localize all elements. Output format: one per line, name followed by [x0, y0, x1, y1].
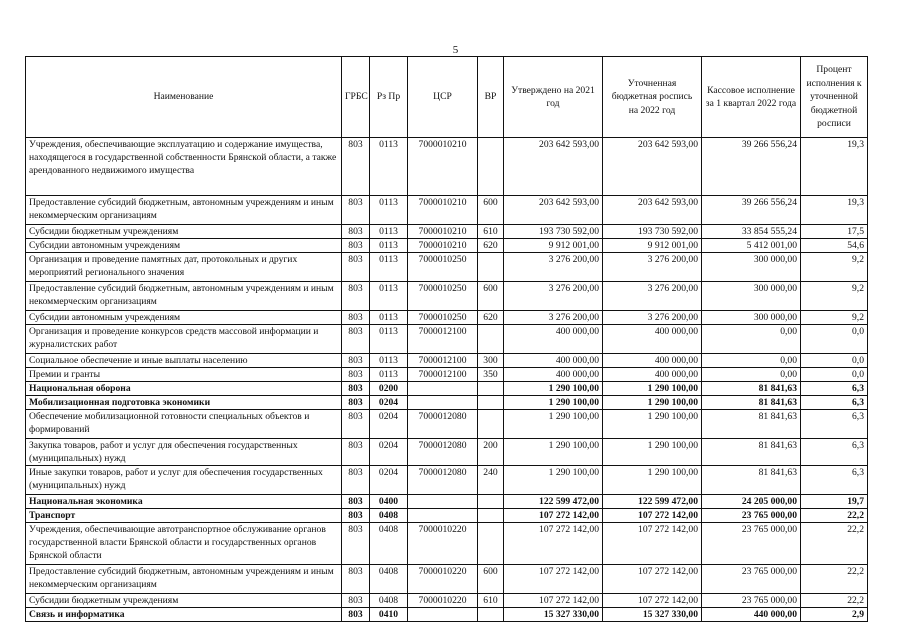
row-refined-cell: 400 000,00	[603, 354, 702, 368]
row-name-cell: Премии и гранты	[26, 368, 342, 382]
row-percent-cell: 6,3	[801, 410, 868, 439]
row-csr-cell: 7000010210	[408, 138, 478, 196]
row-percent-cell: 22,2	[801, 565, 868, 594]
row-cash-cell: 300 000,00	[702, 253, 801, 282]
row-grbs-cell: 803	[342, 594, 370, 608]
row-refined-cell: 203 642 593,00	[603, 196, 702, 225]
row-name-cell: Субсидии бюджетным учреждениям	[26, 225, 342, 239]
row-grbs-cell: 803	[342, 368, 370, 382]
row-cash-cell: 81 841,63	[702, 396, 801, 410]
header-percent: Процент исполнения к уточненной бюджетной росписи	[801, 57, 868, 138]
table-row	[26, 239, 868, 253]
row-vr-cell: 600	[478, 196, 504, 225]
row-refined-cell: 1 290 100,00	[603, 466, 702, 495]
row-grbs-cell: 803	[342, 311, 370, 325]
row-grbs-cell: 803	[342, 325, 370, 354]
row-csr-cell: 7000010220	[408, 594, 478, 608]
row-refined-cell: 400 000,00	[603, 368, 702, 382]
table-row	[26, 523, 868, 565]
table-row	[26, 439, 868, 466]
row-name-cell: Организация и проведение памятных дат, протокольных и других мероприятий регионального значения	[26, 253, 342, 282]
row-rzpr-cell: 0204	[370, 396, 408, 410]
row-approved-cell: 15 327 330,00	[504, 608, 603, 622]
row-name-cell: Обеспечение мобилизационной готовности специальных объектов и формирований	[26, 410, 342, 439]
row-cash-cell: 81 841,63	[702, 439, 801, 466]
row-refined-cell: 122 599 472,00	[603, 495, 702, 509]
header-name: Наименование	[26, 57, 342, 138]
row-percent-cell: 22,2	[801, 523, 868, 565]
row-name-cell: Национальная экономика	[26, 495, 342, 509]
row-cash-cell: 39 266 556,24	[702, 138, 801, 196]
row-csr-cell: 7000010250	[408, 282, 478, 311]
row-cash-cell: 0,00	[702, 368, 801, 382]
page-number: 5	[452, 44, 459, 56]
row-csr-cell: 7000012080	[408, 439, 478, 466]
row-approved-cell: 400 000,00	[504, 325, 603, 354]
row-rzpr-cell: 0113	[370, 239, 408, 253]
row-refined-cell: 1 290 100,00	[603, 382, 702, 396]
row-name-cell: Учреждения, обеспечивающие эксплуатацию и содержание имущества, находящегося в государственной собственности Брянской области, а также арендованного недвижимого имущества	[26, 138, 342, 196]
row-rzpr-cell: 0113	[370, 253, 408, 282]
row-csr-cell	[408, 495, 478, 509]
row-percent-cell: 22,2	[801, 509, 868, 523]
row-name-cell: Закупка товаров, работ и услуг для обеспечения государственных (муниципальных) нужд	[26, 439, 342, 466]
row-refined-cell: 1 290 100,00	[603, 439, 702, 466]
row-approved-cell: 1 290 100,00	[504, 410, 603, 439]
row-cash-cell: 0,00	[702, 325, 801, 354]
row-name-cell: Предоставление субсидий бюджетным, автономным учреждениям и иным некоммерческим организациям	[26, 196, 342, 225]
row-vr-cell: 200	[478, 439, 504, 466]
row-csr-cell	[408, 396, 478, 410]
table-row-section	[26, 495, 868, 509]
row-approved-cell: 3 276 200,00	[504, 282, 603, 311]
table-row	[26, 368, 868, 382]
row-grbs-cell: 803	[342, 495, 370, 509]
header-grbs: ГРБС	[342, 57, 370, 138]
table-row	[26, 466, 868, 495]
row-csr-cell: 7000010220	[408, 523, 478, 565]
row-cash-cell: 39 266 556,24	[702, 196, 801, 225]
row-percent-cell: 0,0	[801, 354, 868, 368]
row-approved-cell: 1 290 100,00	[504, 466, 603, 495]
row-grbs-cell: 803	[342, 282, 370, 311]
row-approved-cell: 9 912 001,00	[504, 239, 603, 253]
row-rzpr-cell: 0113	[370, 325, 408, 354]
row-vr-cell	[478, 495, 504, 509]
row-grbs-cell: 803	[342, 565, 370, 594]
row-cash-cell: 300 000,00	[702, 311, 801, 325]
row-name-cell: Иные закупки товаров, работ и услуг для обеспечения государственных (муниципальных) нужд	[26, 466, 342, 495]
table-row-section	[26, 509, 868, 523]
row-name-cell: Предоставление субсидий бюджетным, автономным учреждениям и иным некоммерческим организациям	[26, 282, 342, 311]
row-approved-cell: 400 000,00	[504, 368, 603, 382]
row-name-cell: Транспорт	[26, 509, 342, 523]
row-approved-cell: 107 272 142,00	[504, 509, 603, 523]
row-approved-cell: 1 290 100,00	[504, 439, 603, 466]
row-csr-cell: 7000012100	[408, 325, 478, 354]
table-row	[26, 253, 868, 282]
row-refined-cell: 1 290 100,00	[603, 396, 702, 410]
row-cash-cell: 81 841,63	[702, 382, 801, 396]
row-rzpr-cell: 0410	[370, 608, 408, 622]
table-row-section	[26, 382, 868, 396]
row-approved-cell: 203 642 593,00	[504, 196, 603, 225]
row-cash-cell: 23 765 000,00	[702, 523, 801, 565]
row-percent-cell: 6,3	[801, 466, 868, 495]
header-rzpr: Рз Пр	[370, 57, 408, 138]
row-name-cell: Связь и информатика	[26, 608, 342, 622]
row-cash-cell: 5 412 001,00	[702, 239, 801, 253]
row-vr-cell: 620	[478, 311, 504, 325]
row-approved-cell: 3 276 200,00	[504, 311, 603, 325]
row-cash-cell: 300 000,00	[702, 282, 801, 311]
row-approved-cell: 122 599 472,00	[504, 495, 603, 509]
row-cash-cell: 33 854 555,24	[702, 225, 801, 239]
table-row	[26, 196, 868, 225]
row-rzpr-cell: 0408	[370, 565, 408, 594]
table-row	[26, 138, 868, 196]
row-csr-cell: 7000012100	[408, 354, 478, 368]
row-vr-cell	[478, 396, 504, 410]
row-approved-cell: 107 272 142,00	[504, 565, 603, 594]
row-rzpr-cell: 0113	[370, 138, 408, 196]
row-csr-cell: 7000012080	[408, 466, 478, 495]
row-rzpr-cell: 0204	[370, 410, 408, 439]
row-percent-cell: 17,5	[801, 225, 868, 239]
row-percent-cell: 19,3	[801, 138, 868, 196]
row-rzpr-cell: 0204	[370, 439, 408, 466]
table-row	[26, 311, 868, 325]
row-vr-cell	[478, 253, 504, 282]
row-csr-cell: 7000012080	[408, 410, 478, 439]
row-vr-cell: 620	[478, 239, 504, 253]
row-rzpr-cell: 0113	[370, 225, 408, 239]
row-name-cell: Социальное обеспечение и иные выплаты населению	[26, 354, 342, 368]
row-cash-cell: 23 765 000,00	[702, 594, 801, 608]
row-refined-cell: 107 272 142,00	[603, 509, 702, 523]
row-csr-cell: 7000010210	[408, 196, 478, 225]
row-csr-cell	[408, 509, 478, 523]
table-row	[26, 325, 868, 354]
row-percent-cell: 54,6	[801, 239, 868, 253]
row-name-cell: Субсидии автономным учреждениям	[26, 239, 342, 253]
row-grbs-cell: 803	[342, 253, 370, 282]
row-approved-cell: 400 000,00	[504, 354, 603, 368]
row-grbs-cell: 803	[342, 138, 370, 196]
table-row-section	[26, 396, 868, 410]
row-refined-cell: 9 912 001,00	[603, 239, 702, 253]
row-csr-cell: 7000010210	[408, 225, 478, 239]
row-vr-cell: 240	[478, 466, 504, 495]
row-refined-cell: 107 272 142,00	[603, 565, 702, 594]
header-vr: ВР	[478, 57, 504, 138]
row-grbs-cell: 803	[342, 410, 370, 439]
row-rzpr-cell: 0200	[370, 382, 408, 396]
row-rzpr-cell: 0408	[370, 509, 408, 523]
row-rzpr-cell: 0113	[370, 196, 408, 225]
row-percent-cell: 6,3	[801, 439, 868, 466]
row-rzpr-cell: 0408	[370, 594, 408, 608]
row-refined-cell: 400 000,00	[603, 325, 702, 354]
row-rzpr-cell: 0113	[370, 311, 408, 325]
row-vr-cell: 600	[478, 565, 504, 594]
row-vr-cell	[478, 608, 504, 622]
row-vr-cell	[478, 138, 504, 196]
row-vr-cell	[478, 523, 504, 565]
row-csr-cell: 7000012100	[408, 368, 478, 382]
row-rzpr-cell: 0113	[370, 354, 408, 368]
row-percent-cell: 0,0	[801, 325, 868, 354]
row-refined-cell: 15 327 330,00	[603, 608, 702, 622]
row-vr-cell: 300	[478, 354, 504, 368]
row-rzpr-cell: 0204	[370, 466, 408, 495]
row-approved-cell: 203 642 593,00	[504, 138, 603, 196]
row-percent-cell: 19,7	[801, 495, 868, 509]
table-row	[26, 354, 868, 368]
header-cash: Кассовое исполнение за 1 квартал 2022 года	[702, 57, 801, 138]
row-refined-cell: 3 276 200,00	[603, 253, 702, 282]
row-rzpr-cell: 0400	[370, 495, 408, 509]
row-cash-cell: 23 765 000,00	[702, 565, 801, 594]
row-name-cell: Учреждения, обеспечивающие автотранспортное обслуживание органов государственной власти Брянской области и государственных органов Брянской области	[26, 523, 342, 565]
row-refined-cell: 3 276 200,00	[603, 311, 702, 325]
row-approved-cell: 107 272 142,00	[504, 523, 603, 565]
row-vr-cell	[478, 382, 504, 396]
row-rzpr-cell: 0113	[370, 282, 408, 311]
row-rzpr-cell: 0408	[370, 523, 408, 565]
row-csr-cell	[408, 382, 478, 396]
row-approved-cell: 107 272 142,00	[504, 594, 603, 608]
header-csr: ЦСР	[408, 57, 478, 138]
row-name-cell: Организация и проведение конкурсов средств массовой информации и журналистских работ	[26, 325, 342, 354]
table-row	[26, 225, 868, 239]
row-vr-cell: 600	[478, 282, 504, 311]
row-approved-cell: 3 276 200,00	[504, 253, 603, 282]
row-name-cell: Национальная оборона	[26, 382, 342, 396]
row-grbs-cell: 803	[342, 196, 370, 225]
row-refined-cell: 203 642 593,00	[603, 138, 702, 196]
row-csr-cell: 7000010250	[408, 311, 478, 325]
row-vr-cell	[478, 410, 504, 439]
row-grbs-cell: 803	[342, 509, 370, 523]
row-approved-cell: 193 730 592,00	[504, 225, 603, 239]
row-csr-cell: 7000010220	[408, 565, 478, 594]
row-csr-cell: 7000010210	[408, 239, 478, 253]
row-cash-cell: 81 841,63	[702, 410, 801, 439]
row-refined-cell: 1 290 100,00	[603, 410, 702, 439]
row-percent-cell: 9,2	[801, 311, 868, 325]
row-cash-cell: 23 765 000,00	[702, 509, 801, 523]
table-row	[26, 594, 868, 608]
row-vr-cell: 610	[478, 225, 504, 239]
row-approved-cell: 1 290 100,00	[504, 396, 603, 410]
row-vr-cell: 350	[478, 368, 504, 382]
row-cash-cell: 440 000,00	[702, 608, 801, 622]
row-percent-cell: 6,3	[801, 382, 868, 396]
row-grbs-cell: 803	[342, 466, 370, 495]
row-approved-cell: 1 290 100,00	[504, 382, 603, 396]
row-vr-cell: 610	[478, 594, 504, 608]
table-row	[26, 410, 868, 439]
row-refined-cell: 107 272 142,00	[603, 523, 702, 565]
row-percent-cell: 2,9	[801, 608, 868, 622]
row-csr-cell	[408, 608, 478, 622]
table-row	[26, 282, 868, 311]
row-grbs-cell: 803	[342, 239, 370, 253]
row-rzpr-cell: 0113	[370, 368, 408, 382]
row-percent-cell: 9,2	[801, 282, 868, 311]
table-header-row	[26, 57, 868, 138]
budget-execution-table	[25, 56, 868, 622]
row-name-cell: Предоставление субсидий бюджетным, автономным учреждениям и иным некоммерческим организациям	[26, 565, 342, 594]
row-vr-cell	[478, 509, 504, 523]
row-name-cell: Субсидии бюджетным учреждениям	[26, 594, 342, 608]
row-name-cell: Субсидии автономным учреждениям	[26, 311, 342, 325]
table-row	[26, 565, 868, 594]
row-name-cell: Мобилизационная подготовка экономики	[26, 396, 342, 410]
row-percent-cell: 9,2	[801, 253, 868, 282]
row-percent-cell: 19,3	[801, 196, 868, 225]
row-grbs-cell: 803	[342, 354, 370, 368]
row-refined-cell: 3 276 200,00	[603, 282, 702, 311]
row-refined-cell: 193 730 592,00	[603, 225, 702, 239]
row-percent-cell: 6,3	[801, 396, 868, 410]
row-grbs-cell: 803	[342, 439, 370, 466]
row-cash-cell: 0,00	[702, 354, 801, 368]
row-cash-cell: 81 841,63	[702, 466, 801, 495]
row-grbs-cell: 803	[342, 523, 370, 565]
row-percent-cell: 22,2	[801, 594, 868, 608]
row-csr-cell: 7000010250	[408, 253, 478, 282]
header-refined: Уточненная бюджетная роспись на 2022 год	[603, 57, 702, 138]
row-grbs-cell: 803	[342, 396, 370, 410]
row-grbs-cell: 803	[342, 608, 370, 622]
row-percent-cell: 0,0	[801, 368, 868, 382]
row-refined-cell: 107 272 142,00	[603, 594, 702, 608]
row-grbs-cell: 803	[342, 225, 370, 239]
row-grbs-cell: 803	[342, 382, 370, 396]
header-approved: Утверждено на 2021 год	[504, 57, 603, 138]
table-row-section	[26, 608, 868, 622]
row-cash-cell: 24 205 000,00	[702, 495, 801, 509]
row-vr-cell	[478, 325, 504, 354]
